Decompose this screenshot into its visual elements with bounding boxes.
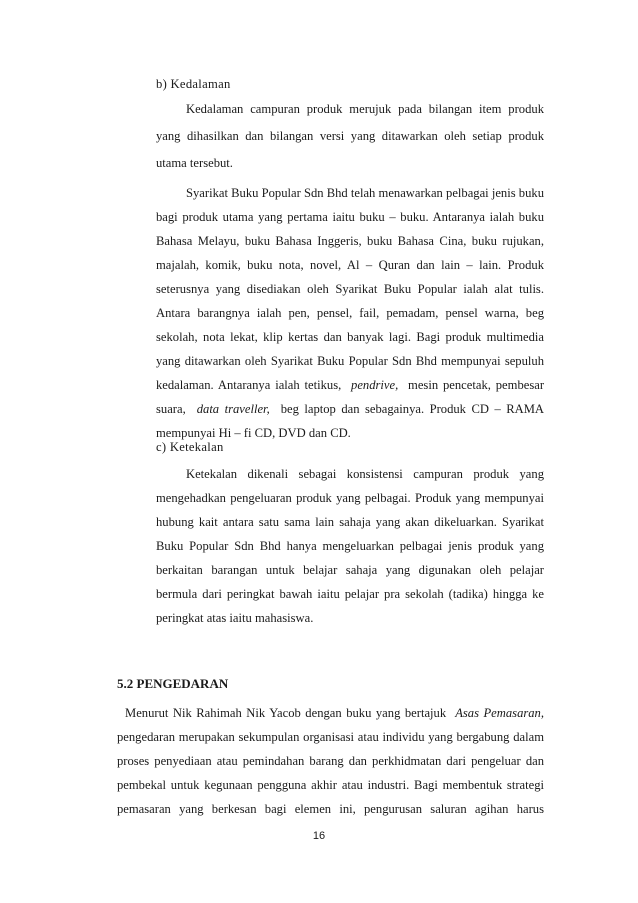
italic-book-title: Asas Pemasaran, bbox=[455, 706, 544, 720]
paragraph-kedalaman-definition bbox=[156, 101, 544, 171]
text-line: mengehadkan pengeluaran produk yang pelbagai. Produk yang mempunyai bbox=[156, 491, 544, 505]
text-line: Ketekalan dikenali sebagai konsistensi campuran produk yang bbox=[186, 467, 544, 481]
subheading-kedalaman: b) Kedalaman bbox=[156, 77, 231, 91]
text-line: berkaitan barangan untuk belajar sahaja yang digunakan oleh pelajar bbox=[156, 563, 544, 577]
text-span: Menurut Nik Rahimah Nik Yacob dengan buku yang bertajuk bbox=[125, 706, 447, 720]
text-line: yang dihasilkan dan bilangan versi yang ditawarkan oleh setiap produk bbox=[156, 129, 544, 143]
text-line: sekolah, nota lekat, klip kertas dan banyak lagi. Bagi produk multimedia bbox=[156, 330, 544, 344]
text-line: majalah, komik, buku nota, novel, Al – Quran dan lain – lain. Produk bbox=[156, 258, 544, 272]
paragraph-kedalaman-example bbox=[156, 185, 544, 440]
text-line: utama tersebut. bbox=[156, 156, 233, 170]
text-line: pengedaran merupakan sekumpulan organisasi atau individu yang bergabung dalam bbox=[117, 730, 544, 744]
text-line: peringkat atas iaitu mahasiswa. bbox=[156, 611, 314, 625]
text-line bbox=[117, 705, 544, 721]
text-line: proses penyediaan atau pemindahan barang dan perkhidmatan dari pengeluar dan bbox=[117, 754, 544, 768]
text-line: seterusnya yang disediakan oleh Syarikat Buku Popular ialah alat tulis. bbox=[156, 282, 544, 296]
text-line: Syarikat Buku Popular Sdn Bhd telah menawarkan pelbagai jenis buku bbox=[186, 186, 544, 200]
italic-term: pendrive, bbox=[351, 378, 399, 392]
text-line: yang ditawarkan oleh Syarikat Buku Popular Sdn Bhd mempunyai sepuluh bbox=[156, 354, 544, 368]
text-line: pemasaran yang berkesan bagi elemen ini, pengurusan saluran agihan harus bbox=[117, 802, 544, 816]
paragraph-pengedaran bbox=[117, 705, 544, 817]
text-line: bermula dari peringkat bawah iaitu pelajar pra sekolah (tadika) hingga ke bbox=[156, 587, 544, 601]
text-line: bagi produk utama yang pertama iaitu buku – buku. Antaranya ialah buku bbox=[156, 210, 544, 224]
text-span: beg laptop dan sebagainya. Produk CD – RAMA bbox=[280, 402, 544, 416]
page-number: 16 bbox=[312, 830, 326, 842]
subheading-ketekalan: c) Ketekalan bbox=[156, 440, 224, 454]
section-title-pengedaran: 5.2 PENGEDARAN bbox=[117, 676, 229, 691]
text-line: Antara barangnya ialah pen, pensel, fail, pemadam, pensel warna, beg bbox=[156, 306, 544, 320]
text-span: kedalaman. Antaranya ialah tetikus, bbox=[156, 378, 342, 392]
text-line: pembekal untuk kegunaan pengguna akhir atau industri. Bagi membentuk strategi bbox=[117, 778, 544, 792]
text-span: suara, bbox=[156, 402, 186, 416]
text-line: Buku Popular Sdn Bhd hanya mengeluarkan pelbagai jenis produk yang bbox=[156, 539, 544, 553]
text-line bbox=[156, 401, 544, 417]
text-line: Bahasa Melayu, buku Bahasa Inggeris, buku Bahasa Cina, buku rujukan, bbox=[156, 234, 544, 248]
text-line bbox=[156, 377, 544, 393]
italic-term: data traveller, bbox=[196, 402, 270, 416]
text-line: mempunyai Hi – fi CD, DVD dan CD. bbox=[156, 426, 351, 440]
text-span: mesin pencetak, pembesar bbox=[408, 378, 544, 392]
text-line: hubung kait antara satu sama lain sahaja yang akan dikeluarkan. Syarikat bbox=[156, 515, 544, 529]
text-line: Kedalaman campuran produk merujuk pada bilangan item produk bbox=[186, 102, 544, 116]
paragraph-ketekalan bbox=[156, 466, 544, 626]
